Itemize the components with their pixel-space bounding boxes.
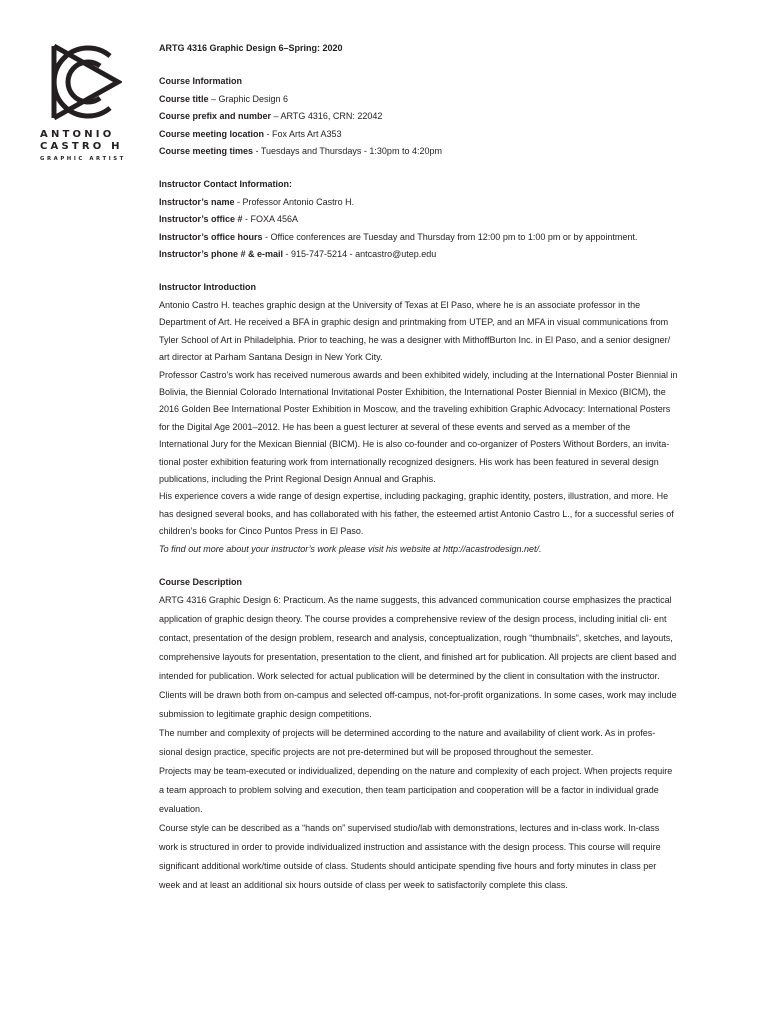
instructor-phone-line bbox=[159, 246, 679, 263]
page-header: ARTG 4316 Graphic Design 6–Spring: 2020 bbox=[159, 43, 343, 53]
document-body bbox=[159, 40, 679, 895]
intro-paragraph-3: His experience covers a wide range of design expertise, including packaging, graphic identity, posters, illustration, and more. He has designed several books, and has collaborated with his father, the esteemed artist Antonio Castro L., for a successful series of children’s books for Cinco Puntos Press in El Paso. bbox=[159, 491, 674, 537]
description-paragraph-3: Projects may be team-executed or individualized, depending on the nature and complexity of each project. When projects require a team approach to problem solving and execution, then team participation and cooperation will be a factor in individual grade evaluation. bbox=[159, 766, 673, 815]
course-times-value: - Tuesdays and Thursdays - 1:30pm to 4:20pm bbox=[253, 146, 442, 157]
instructor-office-label: Instructor’s office # bbox=[159, 214, 243, 225]
logo bbox=[40, 42, 128, 162]
course-prefix-label: Course prefix and number bbox=[159, 111, 272, 122]
instructor-name-label: Instructor’s name bbox=[159, 196, 235, 207]
course-location-label: Course meeting location bbox=[159, 128, 265, 139]
course-title-line bbox=[159, 91, 679, 108]
course-prefix-line bbox=[159, 108, 679, 125]
instructor-contact-heading: Instructor Contact Information: bbox=[159, 179, 292, 190]
instructor-hours-label: Instructor’s office hours bbox=[159, 231, 263, 242]
instructor-phone-value: - 915-747-5214 - antcastro@utep.edu bbox=[283, 249, 437, 260]
course-times-label: Course meeting times bbox=[159, 146, 254, 157]
description-paragraph-2: The number and complexity of projects will be determined according to the nature and availability of client work. As in profes- sional design practice, specific projects are not pre-determined but will be proposed throughout the semester. bbox=[159, 728, 656, 758]
instructor-office-line bbox=[159, 211, 679, 228]
logo-subtitle: GRAPHIC ARTIST bbox=[40, 156, 126, 162]
instructor-phone-label: Instructor’s phone # & e-mail bbox=[159, 249, 284, 260]
course-times-line bbox=[159, 143, 679, 160]
course-info-heading: Course Information bbox=[159, 76, 243, 87]
logo-mark-icon bbox=[40, 42, 122, 122]
instructor-hours-line bbox=[159, 229, 679, 246]
instructor-hours-value: - Office conferences are Tuesday and Thursday from 12:00 pm to 1:00 pm or by appointment. bbox=[262, 231, 638, 242]
intro-paragraph-2: Professor Castro’s work has received numerous awards and been exhibited widely, including at the International Poster Biennial in Bolivia, the Biennial Colorado International Invitational Poster Exhibition, the International Poster Biennial in Mexico (BICM), the 2016 Golden Bee International Poster Exhibition in Moscow, and the traveling exhibition Graphic Advocacy: International Posters for the Digital Age 2001–2012. He has been a guest lecturer at several of these events and served as a member of the International Jury for the Mexican Biennial (BICM). He is also co-founder and co-organizer of Posters Without Borders, an invita- tional poster exhibition featuring work from internationally recognized designers. His work has been featured in several design publications, including the Print Regional Design Annual and Graphis. bbox=[159, 369, 678, 484]
description-paragraph-4: Course style can be described as a “hands on” supervised studio/lab with demonstrations, lectures and in-class work. In-class work is structured in order to provide individualized instruction and assistance with the design process. This course will require significant additional work/time outside of class. Students should anticipate spending five hours and forty minutes in class per week and at least an additional six hours outside of class per week to satisfactorily complete this class. bbox=[159, 823, 661, 891]
course-location-line bbox=[159, 126, 679, 143]
instructor-name-value: - Professor Antonio Castro H. bbox=[234, 196, 355, 207]
instructor-name-line bbox=[159, 194, 679, 211]
instructor-intro-heading: Instructor Introduction bbox=[159, 282, 256, 293]
description-paragraph-1: ARTG 4316 Graphic Design 6: Practicum. As the name suggests, this advanced communication course emphasizes the practical application of graphic design theory. The course provides a comprehensive review of the design process, including initial cli- ent contact, presentation of the design problem, research and analysis, conceptualization, rough “thumbnails”, sketches, and layouts, comprehensive layouts for presentation, presentation to the client, and finished art for publication. All projects are client based and intended for publication. Work selected for actual publication will be determined by the client in consultation with the instructor. Clients will be drawn both from on-campus and selected off-campus, not-for-profit organizations. In some cases, work may include submission to legitimate graphic design competitions. bbox=[159, 595, 677, 720]
course-title-label: Course title bbox=[159, 93, 209, 104]
intro-paragraph-1: Antonio Castro H. teaches graphic design at the University of Texas at El Paso, where he is an associate professor in the Department of Art. He received a BFA in graphic design and printmaking from UTEP, and an MFA in visual communications from Tyler School of Art in Philadelphia. Prior to teaching, he was a designer with MithoffBurton Inc. in El Paso, and a senior designer/ art director at Parham Santana Design in New York City. bbox=[159, 299, 671, 363]
intro-website-note: To find out more about your instructor’s work please visit his website at http://acastrodesign.net/. bbox=[159, 543, 542, 554]
instructor-office-value: - FOXA 456A bbox=[242, 214, 299, 225]
course-prefix-value: – ARTG 4316, CRN: 22042 bbox=[271, 111, 383, 122]
logo-name-line1: ANTONIO bbox=[40, 129, 115, 140]
course-description-heading: Course Description bbox=[159, 576, 243, 587]
course-location-value: - Fox Arts Art A353 bbox=[264, 128, 342, 139]
logo-name-line2: CASTRO H bbox=[40, 141, 123, 152]
course-title-value: – Graphic Design 6 bbox=[208, 93, 289, 104]
